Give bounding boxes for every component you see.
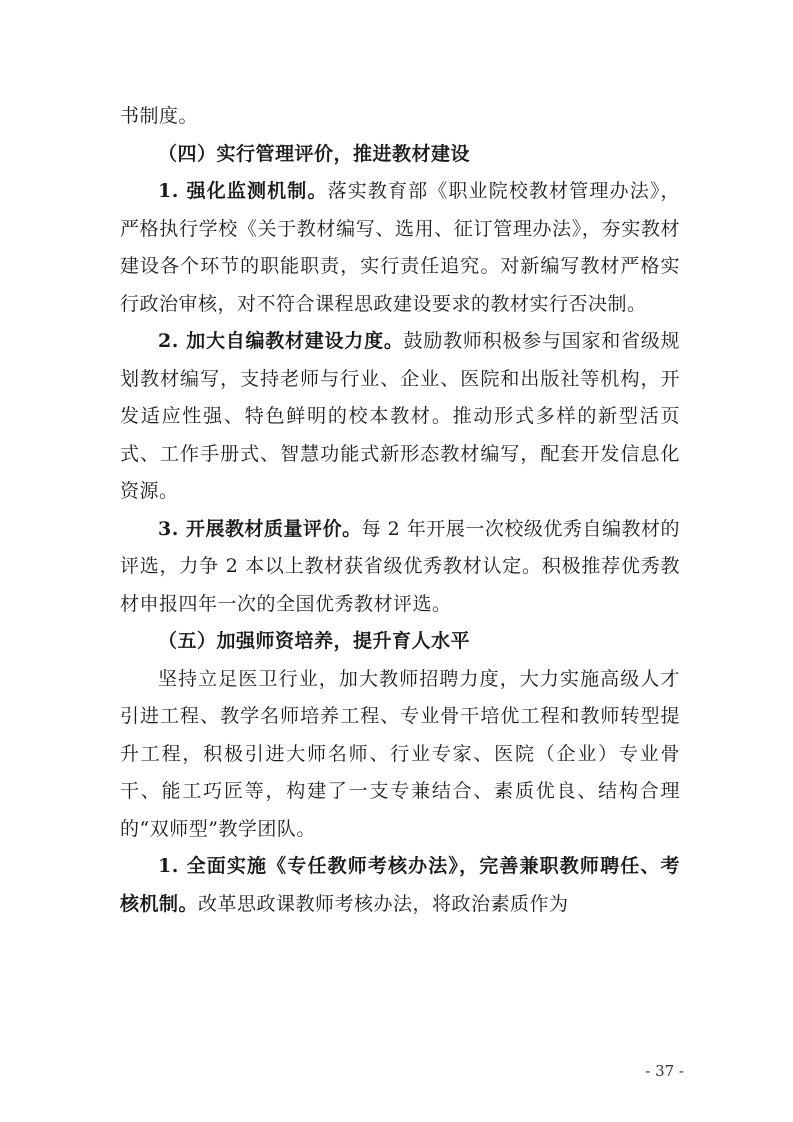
page-number: - 37 - [645, 1062, 684, 1080]
item-text: 鼓励教师积极参与国家和省级规划教材编写，支持老师与行业、企业、医院和出版社等机构，开发适应性强、特色鲜明的校本教材。推动形式多样的新型活页式、工作手册式、智慧功能式新形态教材编写，配套开发信息化资源。 [120, 330, 680, 502]
continuation-paragraph: 书制度。 [120, 105, 199, 127]
item-paragraph-quality-evaluation [120, 511, 680, 624]
item-lead: 2. 加大自编教材建设力度。 [158, 330, 404, 352]
section-heading-4: （四）实行管理评价，推进教材建设 [158, 142, 471, 165]
item-text: 每 2 年开展一次校级优秀自编教材的评选，力争 2 本以上教材获省级优秀教材认定。积极推荐优秀教材申报四年一次的全国优秀教材评选。 [120, 517, 681, 615]
item-lead: 1. 全面实施《专任教师考核办法》，完善兼职教师聘任、考核机制。 [120, 855, 680, 915]
body-text [120, 98, 680, 923]
item-text: 落实教育部《职业院校教材管理办法》，严格执行学校《关于教材编写、选用、征订管理办法》，夯实教材建设各个环节的职能职责，实行责任追究。对新编写教材严格实行政治审核，对不符合课程思政建设要求的教材实行否决制。 [120, 180, 680, 315]
item-lead: 1. 强化监测机制。 [158, 180, 328, 202]
body-paragraph-teachers: 坚持立足医卫行业，加大教师招聘力度，大力实施高级人才引进工程、教学名师培养工程、专业骨干培优工程和教师转型提升工程，积极引进大师名师、行业专家、医院（企业）专业骨干、能工巧匠等，构建了一支专兼结合、素质优良、结构合理的“双师型”教学团队。 [120, 667, 680, 840]
item-paragraph-self-compiled [120, 323, 680, 511]
section-heading-5: （五）加强师资培养，提升育人水平 [158, 630, 471, 652]
item-paragraph-monitoring [120, 173, 680, 323]
item-paragraph-assessment [120, 848, 680, 923]
item-lead: 3. 开展教材质量评价。 [158, 517, 362, 540]
item-text: 改革思政课教师考核办法，将政治素质作为 [198, 892, 569, 915]
